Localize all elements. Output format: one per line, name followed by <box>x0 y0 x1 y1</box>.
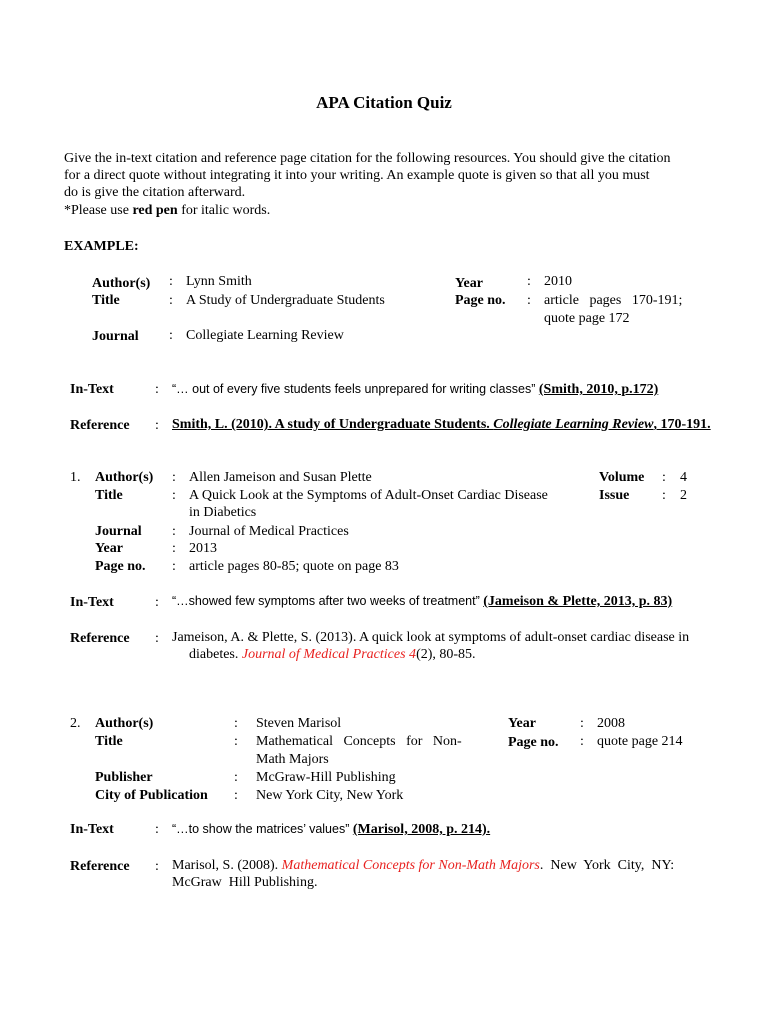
separator: : <box>172 541 176 556</box>
item-1-intext-citation: (Jameison & Plette, 2013, p. 83) <box>483 594 673 609</box>
example-journal: Collegiate Learning Review <box>186 328 344 343</box>
separator: : <box>234 716 238 731</box>
item-1-title-line-2: in Diabetics <box>189 505 257 520</box>
item-2-city: New York City, New York <box>256 788 404 803</box>
item-1-number: 1. <box>70 470 81 485</box>
example-reference-label: Reference <box>70 418 130 433</box>
separator: : <box>169 328 173 343</box>
example-year-label: Year <box>455 276 483 291</box>
intro-line-2: for a direct quote without integrating it into your writing. An example quote is given so that all you must <box>64 168 650 183</box>
item-2-title-line-1: Mathematical Concepts for Non- <box>256 734 462 749</box>
page-title: APA Citation Quiz <box>316 93 452 112</box>
item-2-year-label: Year <box>508 716 536 731</box>
example-intext-citation: (Smith, 2010, p.172) <box>538 382 659 397</box>
separator: : <box>234 734 238 749</box>
example-title-label: Title <box>92 293 120 308</box>
item-1-title-line-1: A Quick Look at the Symptoms of Adult-Onset Cardiac Disease <box>189 488 548 503</box>
item-2-authors-label: Author(s) <box>95 716 154 731</box>
item-1-reference-line-2: diabetes. Journal of Medical Practices 4(2), 80-85. <box>189 647 476 662</box>
item-2-reference-label: Reference <box>70 859 130 874</box>
item-1-intext <box>172 593 672 610</box>
separator: : <box>662 470 666 485</box>
example-page-line-1: article pages 170-191; <box>544 293 683 308</box>
separator: : <box>234 788 238 803</box>
item-1-issue-label: Issue <box>599 488 630 503</box>
item-1-intext-label: In-Text <box>70 595 114 610</box>
item-2-title-label: Title <box>95 734 123 749</box>
item-1-year-label: Year <box>95 541 123 556</box>
example-year: 2010 <box>544 274 572 289</box>
item-2-publisher: McGraw-Hill Publishing <box>256 770 396 785</box>
example-heading: EXAMPLE: <box>64 239 139 254</box>
item-2-intext-quote: “…to show the matrices’ values” <box>172 822 350 836</box>
separator: : <box>169 293 173 308</box>
item-2-reference-title: Mathematical Concepts for Non-Math Majors <box>281 858 540 873</box>
item-2-page-label: Page no. <box>508 735 559 750</box>
separator: : <box>580 734 584 749</box>
item-1-year: 2013 <box>189 541 217 556</box>
separator: : <box>172 470 176 485</box>
separator: : <box>580 716 584 731</box>
item-1-authors-label: Author(s) <box>95 470 154 485</box>
item-1-authors: Allen Jameison and Susan Plette <box>189 470 372 485</box>
example-reference: Smith, L. (2010). A study of Undergraduate Students. Collegiate Learning Review, 170-191. <box>172 417 711 432</box>
item-1-journal: Journal of Medical Practices <box>189 524 349 539</box>
item-2-title-line-2: Math Majors <box>256 752 329 767</box>
item-2-publisher-label: Publisher <box>95 770 153 785</box>
intro-line-3: do is give the citation afterward. <box>64 185 246 200</box>
item-1-reference-line-1: Jameison, A. & Plette, S. (2013). A quick look at symptoms of adult-onset cardiac disease in <box>172 630 690 645</box>
item-1-title-label: Title <box>95 488 123 503</box>
example-page-label: Page no. <box>455 293 506 308</box>
item-1-page: article pages 80-85; quote on page 83 <box>189 559 399 574</box>
example-page-line-2: quote page 172 <box>544 311 630 326</box>
item-2-city-label: City of Publication <box>95 788 208 803</box>
item-1-page-label: Page no. <box>95 559 146 574</box>
separator: : <box>155 382 159 397</box>
item-1-issue: 2 <box>680 488 687 503</box>
item-2-number: 2. <box>70 716 81 731</box>
separator: : <box>527 274 531 289</box>
example-intext-quote: “… out of every five students feels unprepared for writing classes” <box>172 382 536 396</box>
item-2-intext <box>172 821 490 838</box>
item-2-page: quote page 214 <box>597 734 683 749</box>
separator: : <box>172 559 176 574</box>
intro-line-1: Give the in-text citation and reference page citation for the following resources. You should give the citation <box>64 151 671 166</box>
item-2-intext-citation: (Marisol, 2008, p. 214). <box>352 822 491 837</box>
item-1-intext-quote: “…showed few symptoms after two weeks of treatment” <box>172 594 480 608</box>
intro-note: *Please use red pen for italic words. <box>64 203 271 218</box>
red-pen-emphasis: red pen <box>132 203 178 218</box>
separator: : <box>155 631 159 646</box>
item-2-year: 2008 <box>597 716 625 731</box>
item-1-volume-label: Volume <box>599 470 645 485</box>
item-1-volume: 4 <box>680 470 687 485</box>
example-journal-label: Journal <box>92 329 139 344</box>
separator: : <box>155 822 159 837</box>
separator: : <box>155 859 159 874</box>
item-1-reference-journal: Journal of Medical Practices 4 <box>241 647 417 662</box>
separator: : <box>169 274 173 289</box>
separator: : <box>155 418 159 433</box>
separator: : <box>527 293 531 308</box>
example-intext <box>172 381 658 398</box>
example-title: A Study of Undergraduate Students <box>186 293 385 308</box>
item-1-reference-label: Reference <box>70 631 130 646</box>
example-authors: Lynn Smith <box>186 274 252 289</box>
separator: : <box>234 770 238 785</box>
separator: : <box>172 488 176 503</box>
item-2-intext-label: In-Text <box>70 822 114 837</box>
separator: : <box>662 488 666 503</box>
item-1-journal-label: Journal <box>95 524 142 539</box>
example-intext-label: In-Text <box>70 382 114 397</box>
separator: : <box>172 524 176 539</box>
separator: : <box>155 595 159 610</box>
item-2-reference-line-2: McGraw Hill Publishing. <box>172 875 318 890</box>
item-2-reference-line-1: Marisol, S. (2008). Mathematical Concepts for Non-Math Majors. New York City, NY: <box>172 858 675 873</box>
item-2-authors: Steven Marisol <box>256 716 342 731</box>
example-authors-label: Author(s) <box>92 276 151 291</box>
